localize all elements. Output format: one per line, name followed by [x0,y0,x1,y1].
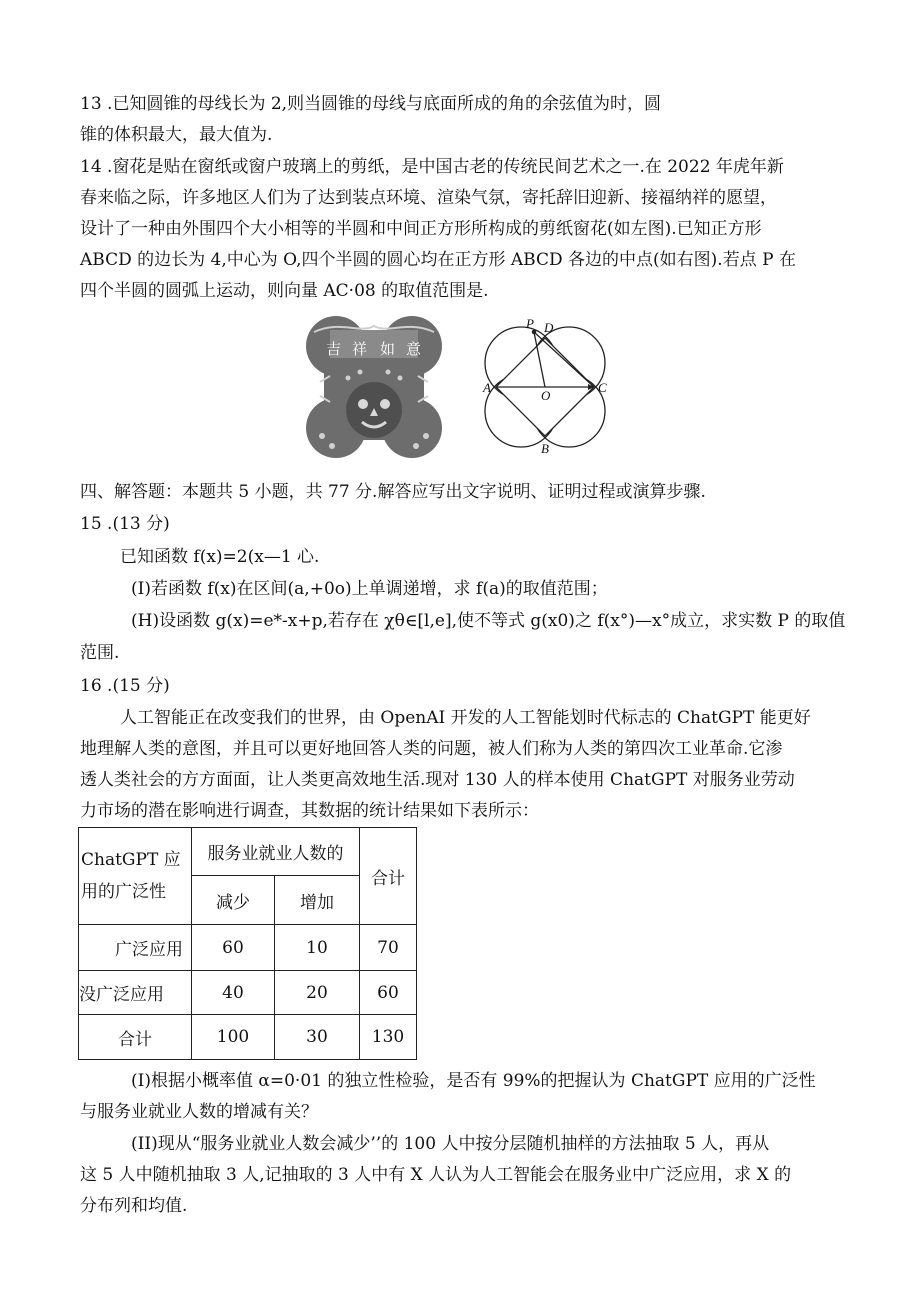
table-col-increase-header: 增加 [275,876,360,925]
table-row-header [79,828,192,925]
table-row [79,925,417,971]
q14-line-5: 四个半圆的圆弧上运动，则向量 AC·08 的取值范围是. [80,281,489,301]
table-cell: 70 [360,925,417,971]
label-p: P [526,316,534,331]
q16-part2-line-3: 分布列和均值. [80,1196,188,1216]
papercut-char-1: 吉 [326,340,342,358]
q14-line-4: ABCD 的边长为 4,中心为 O,四个半圆的圆心均在正方形 ABCD 各边的中点(如右图).若点 P 在 [80,250,796,270]
papercut-char-3: 如 [380,340,396,358]
table-cell: 30 [275,1015,360,1060]
label-c: C [598,380,607,395]
table-group-header: 服务业就业人数的 [192,828,360,876]
table-cell: 60 [360,971,417,1015]
q16-part2-line-1: (II)现从“服务业就业人数会减少’’的 100 人中按分层随机抽样的方法抽取 5 人，再从 [131,1134,770,1154]
table-cell-label: 合计 [79,1015,192,1060]
papercut-char-2: 祥 [352,340,368,358]
q13-line-1: 13 .已知圆锥的母线长为 2,则当圆锥的母线与底面所成的角的余弦值为时，圆 [80,94,662,114]
label-a: A [483,380,491,395]
table-cell: 10 [275,925,360,971]
papercut-char-4: 意 [406,340,422,358]
figures-svg [300,312,630,462]
q14-line-1: 14 .窗花是贴在窗纸或窗户玻璃上的剪纸，是中国古老的传统民间艺术之一.在 2022 年虎年新 [80,157,784,177]
table-row [79,971,417,1015]
table-cell: 40 [192,971,275,1015]
row-header-line-2: 用的广泛性 [81,882,166,902]
q13-line-2: 锥的体积最大，最大值为. [80,125,273,145]
q14-line-2: 春来临之际，许多地区人们为了达到装点环境、渲染气氛，寄托辞旧迎新、接福纳祥的愿望， [80,188,777,208]
table-cell: 100 [192,1015,275,1060]
table-cell: 20 [275,971,360,1015]
table-col-total-header: 合计 [360,828,417,925]
q15-line-3: (H)设函数 g(x)=e*-x+p,若存在 χθ∈[l,e],使不等式 g(x0)之 f(x°)—x°成立，求实数 P 的取值 [131,611,846,631]
section-4-heading: 四、解答题：本题共 5 小题，共 77 分.解答应写出文字说明、证明过程或演算步骤. [80,482,706,502]
q15-line-4: 范围. [80,643,120,663]
q15-header: 15 .(13 分) [80,514,170,534]
table-cell: 130 [360,1015,417,1060]
label-d: D [544,320,554,335]
q15-line-1: 已知函数 f(x)=2(x—1 心. [120,547,320,567]
q16-line-2: 地理解人类的意图，并且可以更好地回答人类的问题，被人们称为人类的第四次工业革命.它渗 [80,739,783,759]
figure-area [300,312,630,462]
papercut-image [304,316,444,458]
label-o: O [541,388,551,403]
q16-header: 16 .(15 分) [80,676,170,696]
geometry-diagram [485,327,605,447]
label-b: B [541,441,549,456]
q14-line-3: 设计了一种由外围四个大小相等的半圆和中间正方形所构成的剪纸窗花(如左图).已知正方形 [80,219,762,239]
survey-table [78,827,417,1060]
q16-part2-line-2: 这 5 人中随机抽取 3 人,记抽取的 3 人中有 X 人认为人工智能会在服务业中广泛应用，求 X 的 [80,1165,792,1185]
table-col-decrease-header: 减少 [192,876,275,925]
table-cell-label: 没广泛应用 [79,971,192,1015]
table-cell-label: 广泛应用 [79,925,192,971]
table-row [79,1015,417,1060]
q16-line-4: 力市场的潜在影响进行调查，其数据的统计结果如下表所示： [80,801,539,821]
q15-line-2: (I)若函数 f(x)在区间(a,+0o)上单调递增，求 f(a)的取值范围； [131,579,608,599]
q16-line-1: 人工智能正在改变我们的世界，由 OpenAI 开发的人工智能划时代标志的 ChatGPT 能更好 [120,708,811,728]
row-header-line-1: ChatGPT 应 [81,850,181,870]
table-cell: 60 [192,925,275,971]
q16-part1-line-1: (I)根据小概率值 α=0·01 的独立性检验，是否有 99%的把握认为 ChatGPT 应用的广泛性 [131,1071,816,1091]
q16-part1-line-2: 与服务业就业人数的增减有关？ [80,1102,318,1122]
q16-line-3: 透人类社会的方方面面，让人类更高效地生活.现对 130 人的样本使用 ChatGPT 对服务业劳动 [80,770,795,790]
